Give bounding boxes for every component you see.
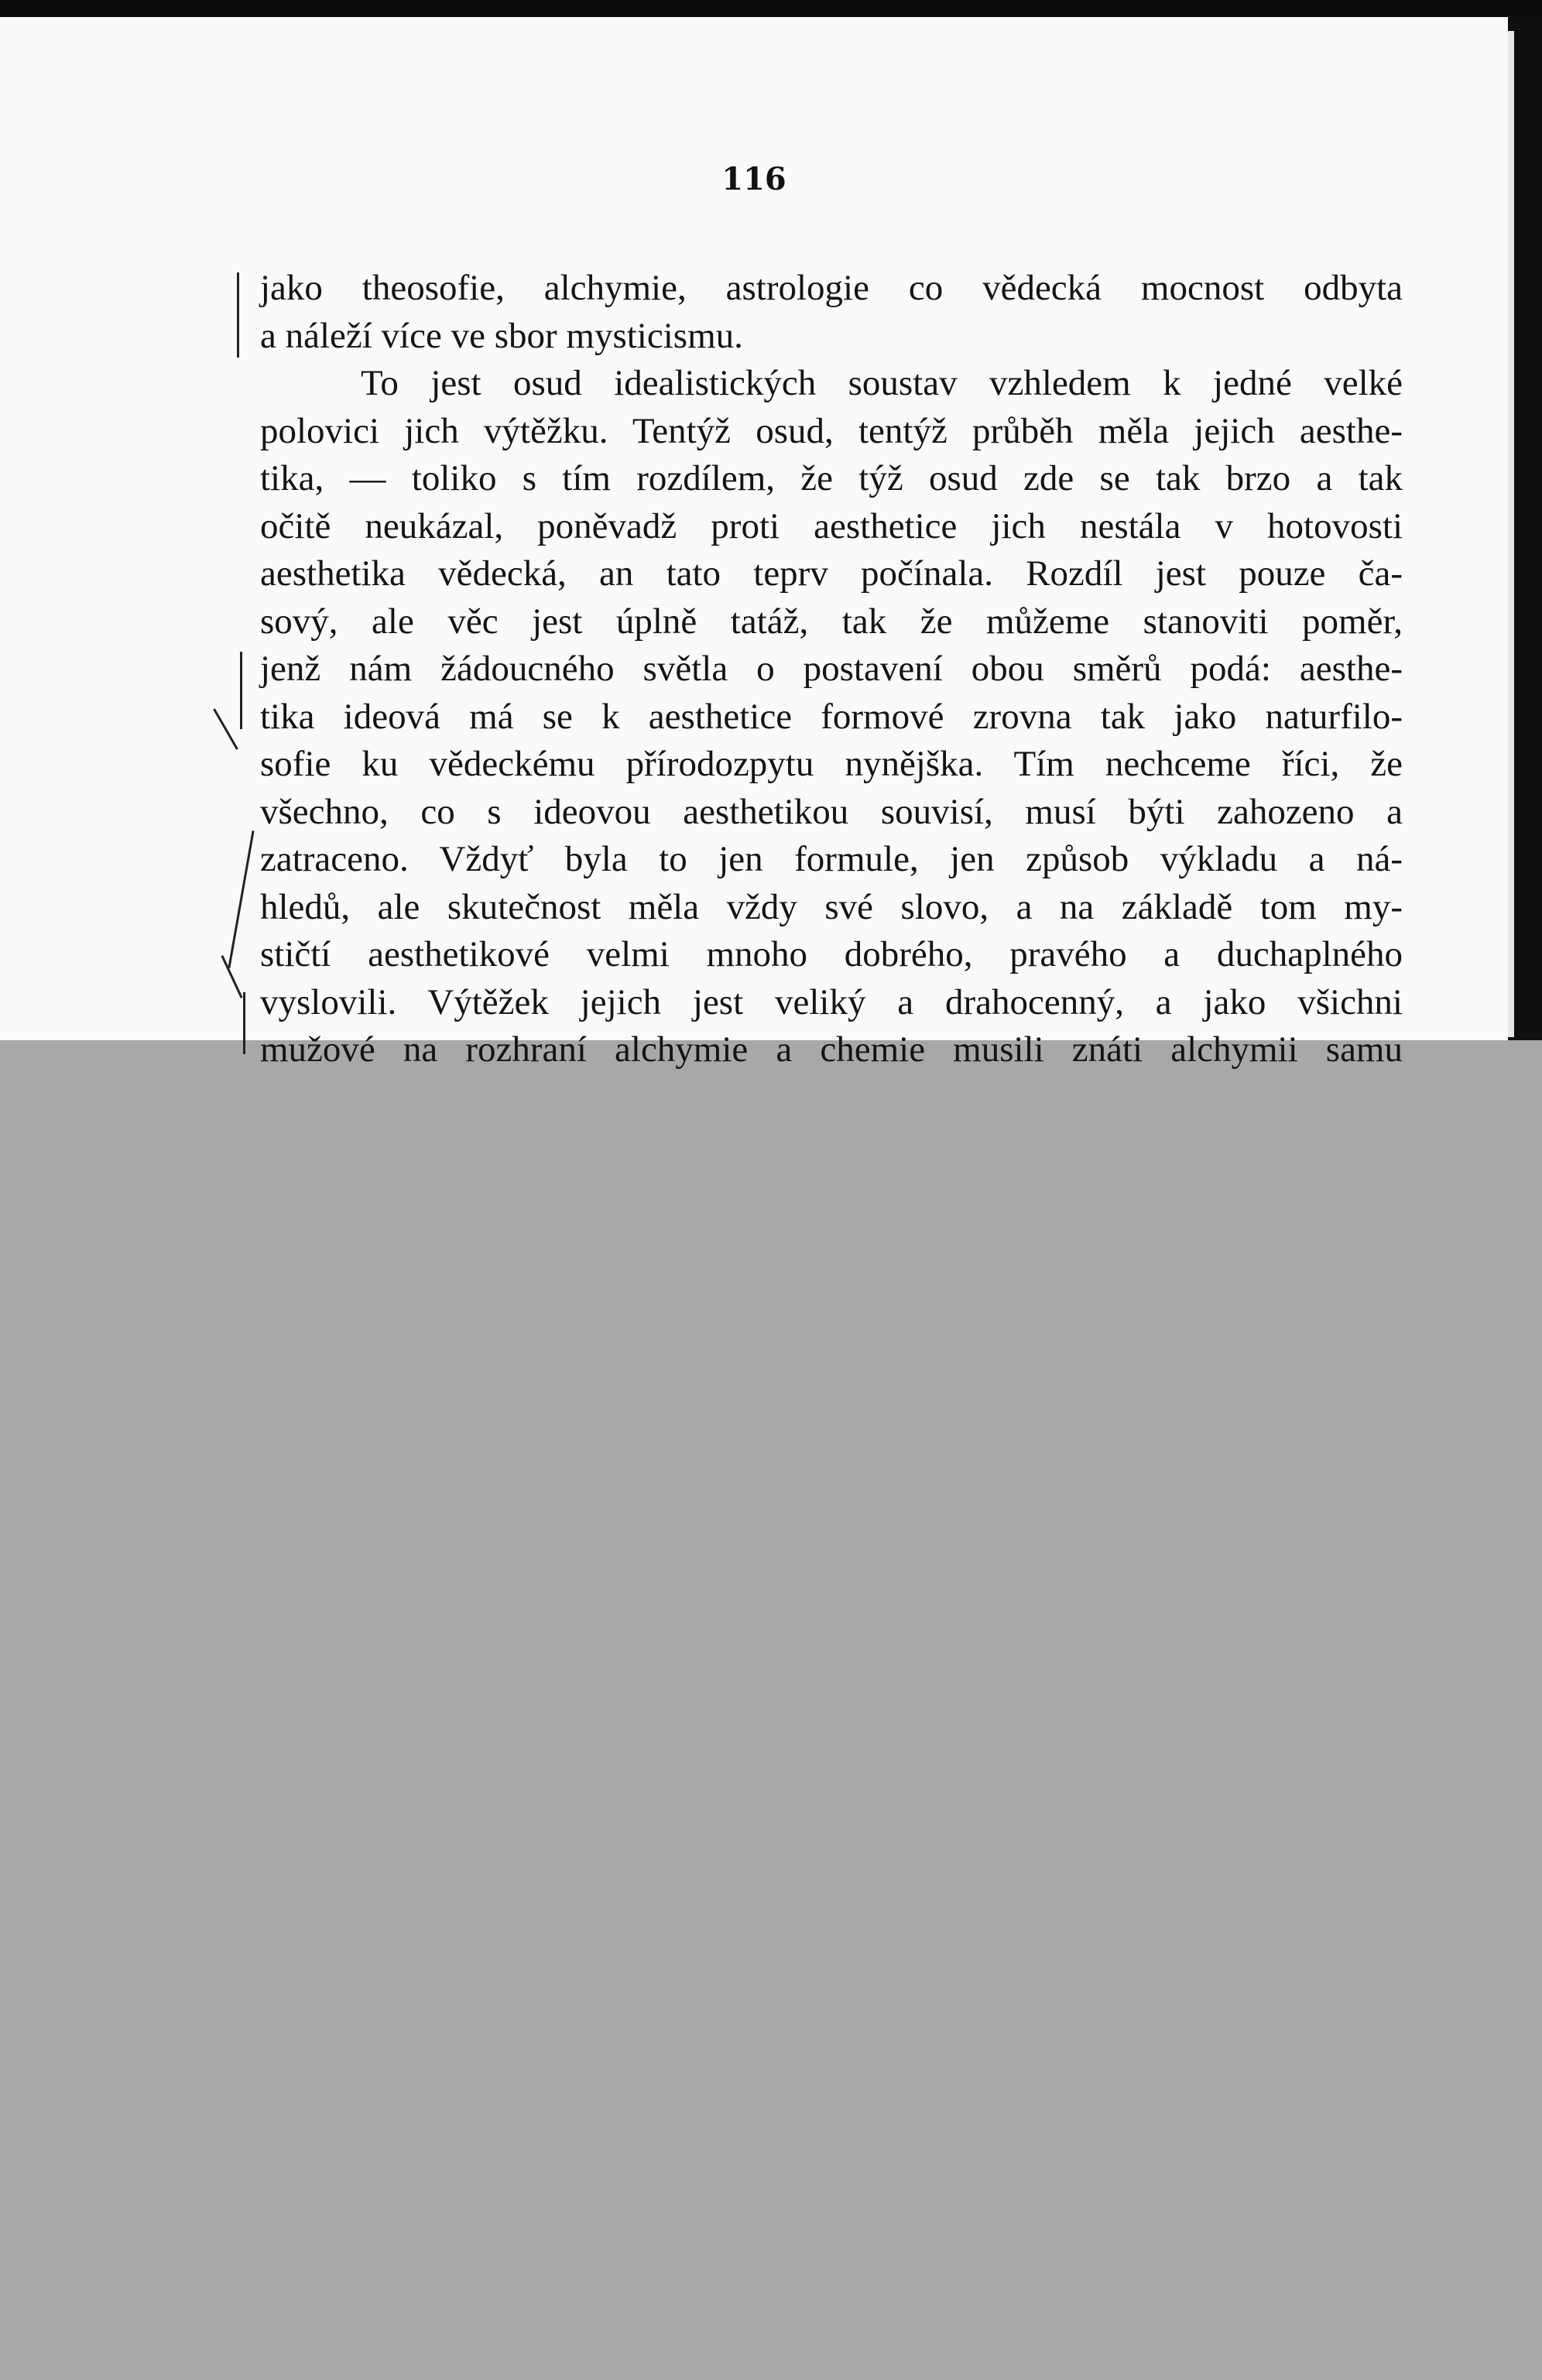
text-line: tika ideová má se k aesthetice formové zrovna tak jako naturfilo- <box>260 696 1403 737</box>
page-right-edge-highlight <box>1508 31 1514 1037</box>
margin-mark <box>237 272 239 358</box>
text-line: jako theosofie, alchymie, astrologie co vědecká mocnost odbyta <box>260 268 1403 308</box>
text-line: zatraceno. Vždyť byla to jen formule, jen způsob výkladu a ná- <box>260 839 1403 879</box>
margin-mark <box>213 708 238 749</box>
margin-mark <box>240 652 242 729</box>
text-line: stičtí aesthetikové velmi mnoho dobrého, pravého a duchaplného <box>260 934 1403 974</box>
text-line: mužové na rozhraní alchymie a chemie musili znáti alchymii samu <box>260 1029 1403 1070</box>
text-line: všechno, co s ideovou aesthetikou souvisí, musí býti zahozeno a <box>260 791 1403 832</box>
body-text <box>260 265 1403 1074</box>
text-line: polovici jich výtěžku. Tentýž osud, tentýž průběh měla jejich aesthe- <box>260 410 1403 451</box>
text-line: sový, ale věc jest úplně tatáž, tak že můžeme stanoviti poměr, <box>260 601 1403 642</box>
text-line: očitě neukázal, poněvadž proti aesthetice jich nestála v hotovosti <box>260 505 1403 546</box>
text-line: a náleží více ve sbor mysticismu. <box>260 315 743 356</box>
scanned-page <box>0 17 1508 1070</box>
text-line: hledů, ale skutečnost měla vždy své slovo, a na základě tom my- <box>260 886 1403 927</box>
text-line: sofie ku vědeckému přírodozpytu nynějška. Tím nechceme říci, že <box>260 744 1403 784</box>
page-number: 116 <box>721 161 786 197</box>
margin-mark <box>228 830 254 968</box>
text-line: tika, — toliko s tím rozdílem, že týž osud zde se tak brzo a tak <box>260 458 1403 498</box>
margin-annotations <box>209 272 263 1062</box>
text-line: aesthetika vědecká, an tato teprv počínala. Rozdíl jest pouze ča- <box>260 553 1403 594</box>
text-line: vyslovili. Výtěžek jejich jest veliký a drahocenný, a jako všichni <box>260 981 1403 1022</box>
margin-mark <box>221 955 242 998</box>
text-line: jenž nám žádoucného světla o postavení obou směrů podá: aesthe- <box>260 649 1403 689</box>
top-edge <box>0 0 1542 17</box>
margin-mark <box>243 992 245 1054</box>
text-line: To jest osud idealistických soustav vzhledem k jedné velké <box>361 363 1403 403</box>
